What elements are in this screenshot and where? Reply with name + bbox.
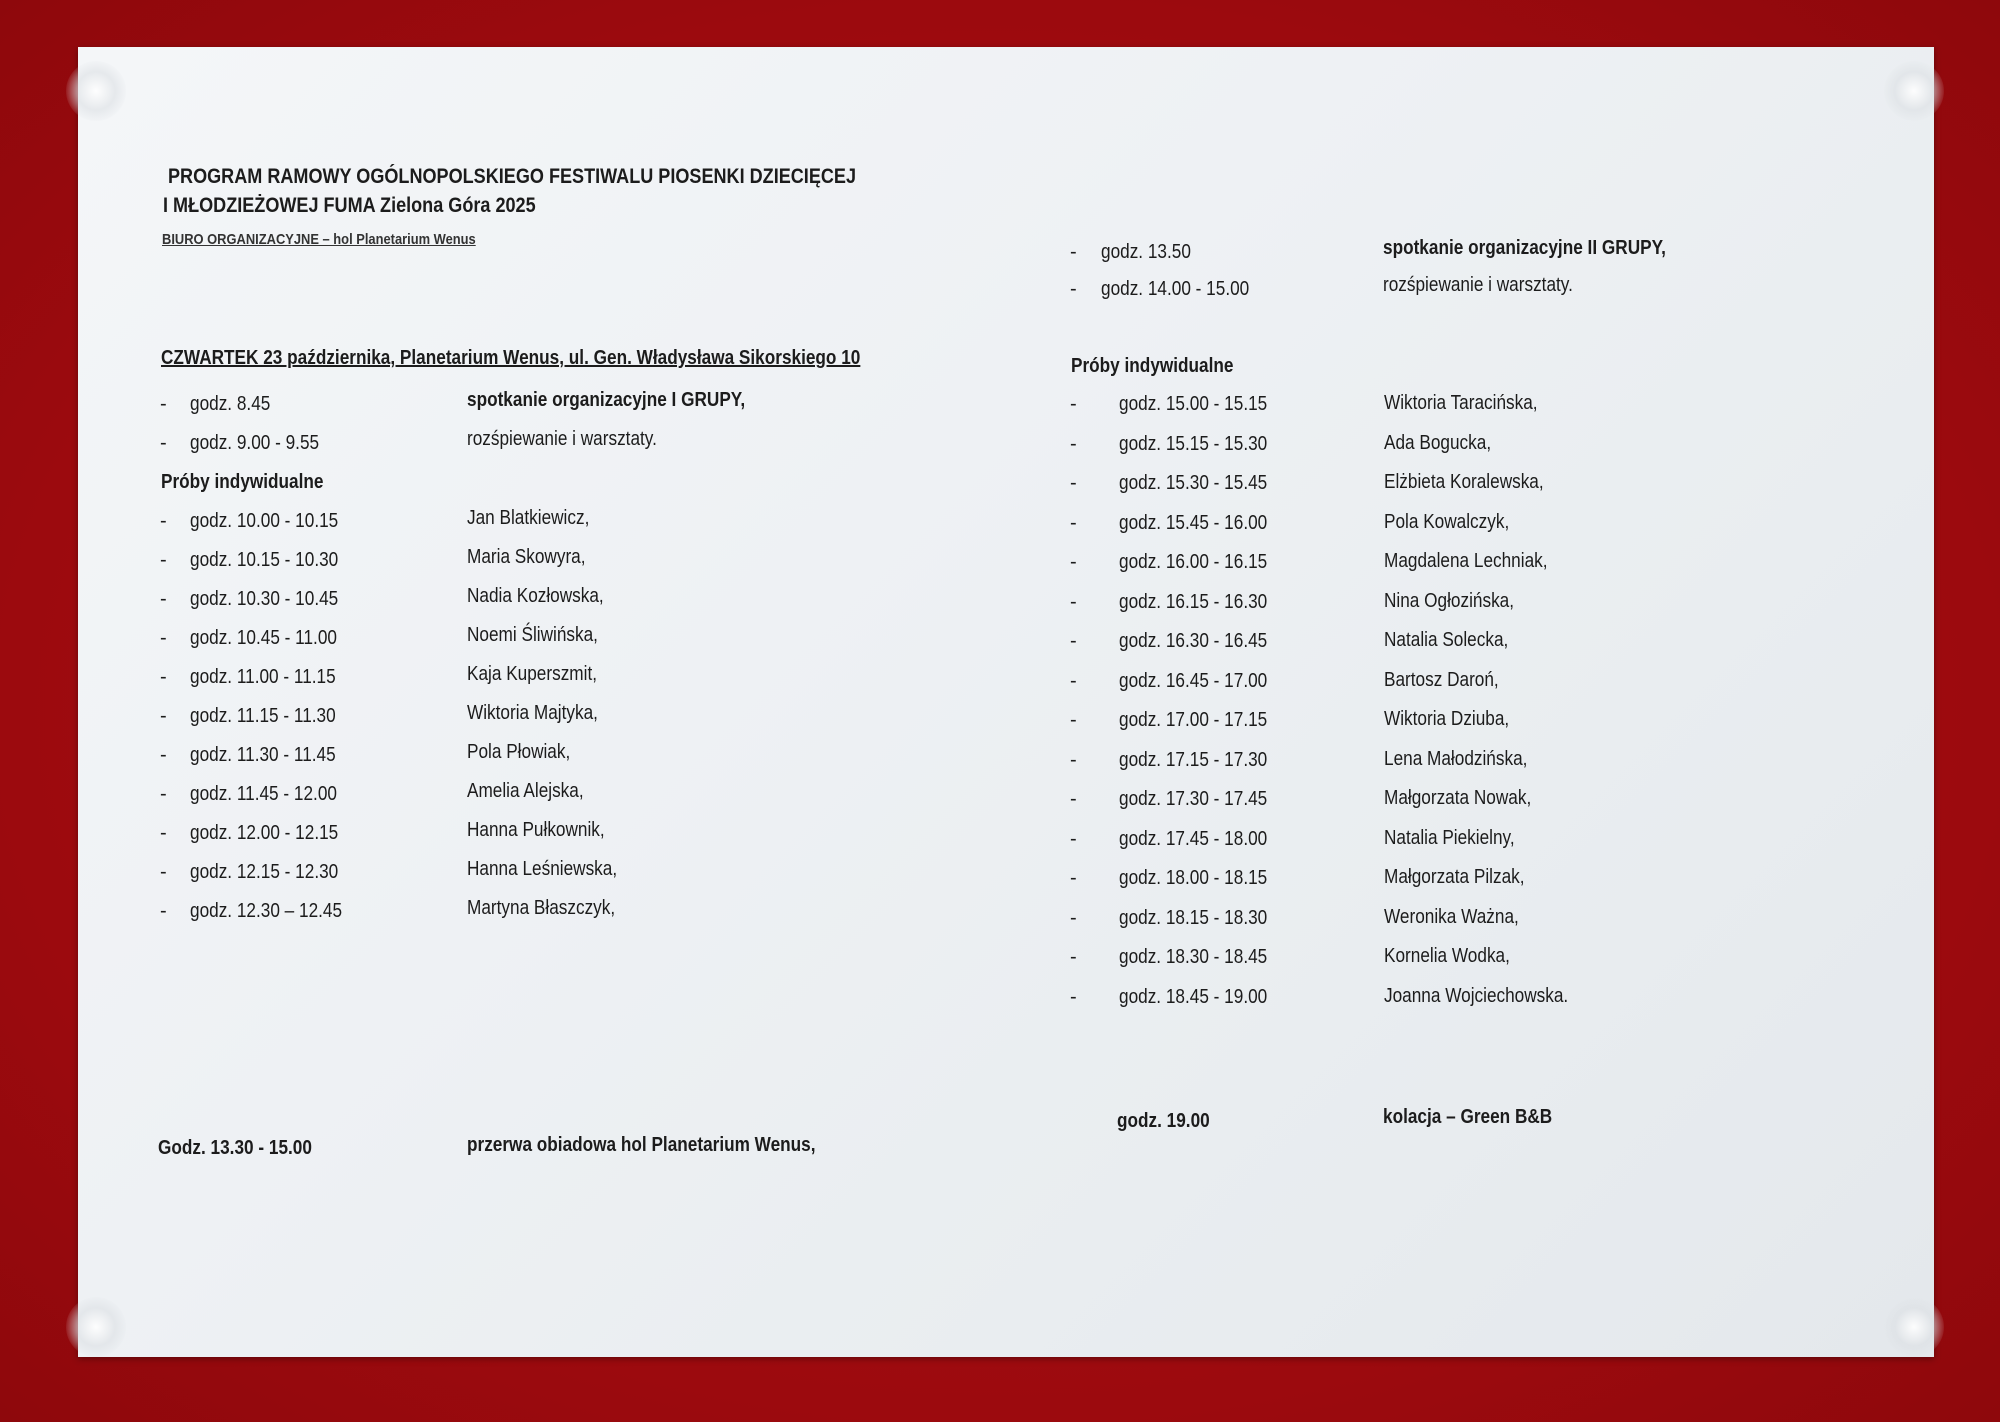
bullet-dash: - — [1070, 669, 1077, 692]
bullet-dash: - — [1070, 432, 1077, 455]
bullet-dash: - — [1070, 748, 1077, 771]
participant-name: Małgorzata Nowak, — [1384, 787, 1532, 809]
slot-time: godz. 16.45 - 17.00 — [1119, 669, 1268, 692]
participant-name: Natalia Piekielny, — [1384, 826, 1515, 849]
slot-time: godz. 12.30 – 12.45 — [190, 900, 343, 922]
slot-time: godz. 11.15 - 11.30 — [190, 705, 336, 727]
slot-time: godz. 17.30 - 17.45 — [1119, 788, 1268, 810]
bullet-dash: - — [160, 432, 167, 454]
bullet-dash: - — [160, 393, 167, 415]
participant-name: Nina Ogłozińska, — [1384, 589, 1515, 612]
bullet-dash: - — [1070, 709, 1077, 731]
slot-time: godz. 16.30 - 16.45 — [1119, 630, 1268, 652]
event-description: rozśpiewanie i warsztaty. — [467, 428, 657, 450]
organizing-office: BIURO ORGANIZACYJNE – hol Planetarium Wenus — [162, 231, 476, 248]
participant-name: Wiktoria Majtyka, — [467, 702, 598, 724]
bullet-dash: - — [160, 783, 167, 805]
participant-name: Joanna Wojciechowska. — [1384, 984, 1569, 1007]
slot-time: godz. 17.00 - 17.15 — [1119, 709, 1268, 731]
slot-time: godz. 17.45 - 18.00 — [1119, 827, 1268, 850]
bullet-dash: - — [160, 627, 167, 649]
dinner-time: godz. 19.00 — [1117, 1110, 1210, 1132]
participant-name: Kornelia Wodka, — [1384, 945, 1510, 967]
participant-name: Wiktoria Dziuba, — [1384, 708, 1510, 730]
participant-name: Magdalena Lechniak, — [1384, 550, 1548, 572]
slot-time: godz. 11.45 - 12.00 — [190, 783, 337, 805]
bullet-dash: - — [160, 822, 167, 844]
slot-time: godz. 15.30 - 15.45 — [1119, 472, 1268, 494]
bullet-dash: - — [1070, 590, 1077, 613]
document-title-line2: I MŁODZIEŻOWEJ FUMA Zielona Góra 2025 — [163, 194, 536, 217]
lunch-description: przerwa obiadowa hol Planetarium Wenus, — [467, 1134, 816, 1156]
bullet-dash: - — [160, 588, 167, 610]
slot-time: godz. 11.30 - 11.45 — [190, 744, 336, 766]
participant-name: Hanna Pułkownik, — [467, 819, 605, 841]
participant-name: Małgorzata Pilzak, — [1384, 866, 1525, 888]
bullet-dash: - — [160, 744, 167, 766]
participant-name: Weronika Ważna, — [1384, 905, 1519, 928]
slot-time: godz. 12.00 - 12.15 — [190, 822, 339, 844]
slot-time: godz. 18.15 - 18.30 — [1119, 906, 1268, 929]
bullet-dash: - — [1070, 946, 1077, 968]
slot-time: godz. 18.45 - 19.00 — [1119, 985, 1268, 1008]
bullet-dash: - — [1070, 630, 1077, 652]
slot-time: godz. 10.30 - 10.45 — [190, 588, 339, 610]
participant-name: Bartosz Daroń, — [1384, 668, 1499, 691]
participant-name: Jan Blatkiewicz, — [467, 507, 590, 529]
slot-time: godz. 15.00 - 15.15 — [1119, 393, 1268, 415]
bullet-dash: - — [1070, 511, 1077, 534]
bullet-dash: - — [1070, 472, 1077, 494]
bullet-dash: - — [160, 861, 167, 883]
dinner-description: kolacja – Green B&B — [1383, 1106, 1553, 1128]
participant-name: Amelia Alejska, — [467, 780, 584, 802]
slot-time: godz. 11.00 - 11.15 — [190, 666, 336, 688]
slot-time: godz. 12.15 - 12.30 — [190, 861, 339, 883]
event-description: rozśpiewanie i warsztaty. — [1383, 274, 1573, 296]
slot-time: godz. 8.45 — [190, 393, 271, 415]
slot-time: godz. 14.00 - 15.00 — [1101, 278, 1250, 300]
participant-name: Wiktoria Taracińska, — [1384, 392, 1538, 414]
bullet-dash: - — [1070, 985, 1077, 1008]
slot-time: godz. 15.45 - 16.00 — [1119, 511, 1268, 534]
right-rehearsals-label: Próby indywidualne — [1071, 355, 1234, 377]
participant-name: Natalia Solecka, — [1384, 629, 1509, 651]
slot-time: godz. 13.50 — [1101, 241, 1191, 263]
slot-time: godz. 16.15 - 16.30 — [1119, 590, 1268, 613]
bullet-dash: - — [1070, 241, 1077, 263]
day-heading: CZWARTEK 23 października, Planetarium Wenus, ul. Gen. Władysława Sikorskiego 10 — [161, 347, 861, 369]
bullet-dash: - — [160, 510, 167, 532]
participant-name: Elżbieta Koralewska, — [1384, 471, 1544, 493]
event-description: spotkanie organizacyjne I GRUPY, — [467, 389, 746, 411]
participant-name: Ada Bogucka, — [1384, 431, 1492, 454]
slot-time: godz. 10.00 - 10.15 — [190, 510, 339, 532]
slot-time: godz. 10.15 - 10.30 — [190, 549, 339, 571]
bullet-dash: - — [1070, 278, 1077, 300]
bullet-dash: - — [1070, 827, 1077, 850]
participant-name: Kaja Kuperszmit, — [467, 663, 598, 685]
left-rehearsals-label: Próby indywidualne — [161, 471, 324, 493]
event-description: spotkanie organizacyjne II GRUPY, — [1383, 237, 1666, 259]
bullet-dash: - — [1070, 551, 1077, 573]
participant-name: Noemi Śliwińska, — [467, 624, 598, 646]
lunch-time: Godz. 13.30 - 15.00 — [158, 1137, 312, 1159]
bullet-dash: - — [1070, 906, 1077, 929]
participant-name: Martyna Błaszczyk, — [467, 897, 616, 919]
bullet-dash: - — [160, 666, 167, 688]
bullet-dash: - — [160, 549, 167, 571]
bullet-dash: - — [1070, 788, 1077, 810]
pin-mark-bottom-right — [1884, 1297, 1944, 1357]
slot-time: godz. 17.15 - 17.30 — [1119, 748, 1268, 771]
participant-name: Lena Małodzińska, — [1384, 747, 1528, 770]
participant-name: Hanna Leśniewska, — [467, 858, 618, 880]
bullet-dash: - — [160, 900, 167, 922]
slot-time: godz. 10.45 - 11.00 — [190, 627, 337, 649]
pin-mark-bottom-left — [66, 1297, 126, 1357]
participant-name: Pola Kowalczyk, — [1384, 510, 1510, 533]
participant-name: Pola Płowiak, — [467, 741, 571, 763]
pin-mark-top-left — [66, 61, 126, 121]
slot-time: godz. 15.15 - 15.30 — [1119, 432, 1268, 455]
slot-time: godz. 9.00 - 9.55 — [190, 432, 320, 454]
participant-name: Maria Skowyra, — [467, 546, 586, 568]
document-title-line1: PROGRAM RAMOWY OGÓLNOPOLSKIEGO FESTIWALU PIOSENKI DZIECIĘCEJ — [168, 165, 856, 188]
slot-time: godz. 18.30 - 18.45 — [1119, 946, 1268, 968]
bullet-dash: - — [160, 705, 167, 727]
bullet-dash: - — [1070, 393, 1077, 415]
pin-mark-top-right — [1884, 61, 1944, 121]
slot-time: godz. 18.00 - 18.15 — [1119, 867, 1268, 889]
slot-time: godz. 16.00 - 16.15 — [1119, 551, 1268, 573]
participant-name: Nadia Kozłowska, — [467, 585, 604, 607]
bullet-dash: - — [1070, 867, 1077, 889]
